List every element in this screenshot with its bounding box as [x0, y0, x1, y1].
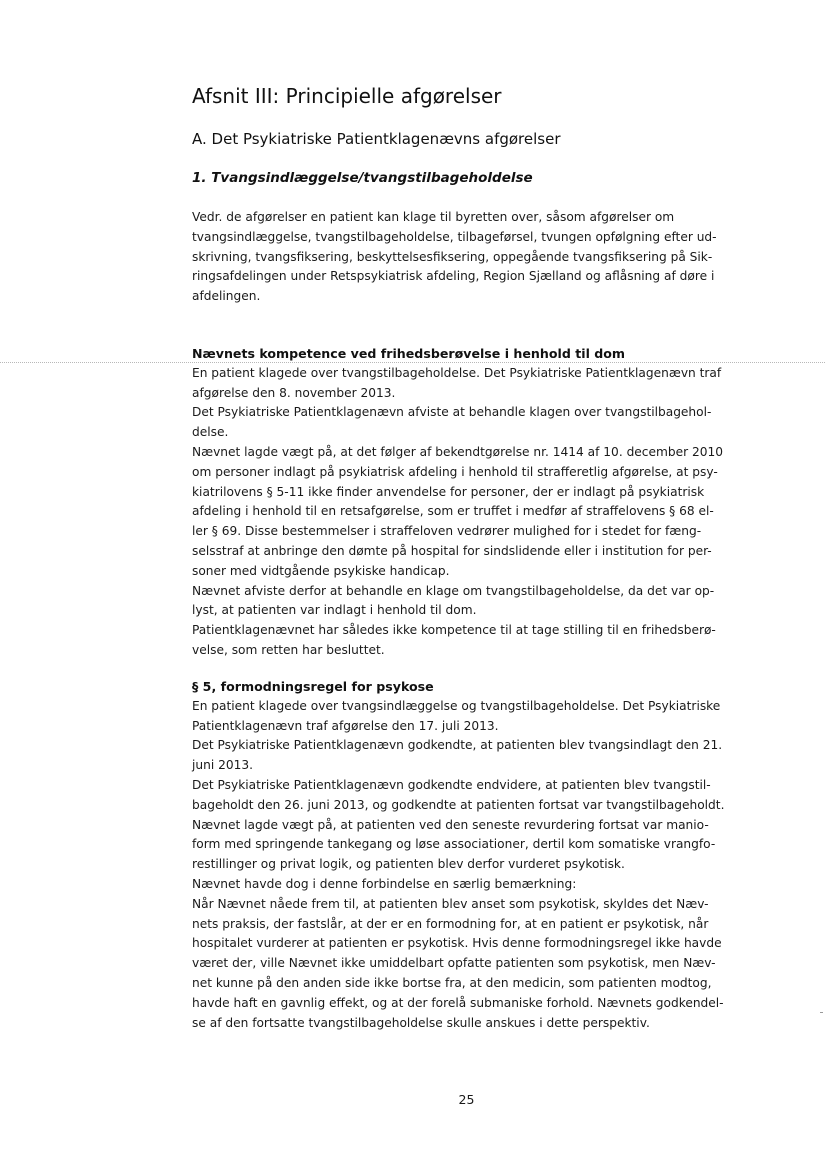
section-title: § 5, formodningsregel for psykose [192, 679, 434, 694]
text-line: Det Psykiatriske Patientklagenævn afviste at behandle klagen over tvangstilbagehol- [192, 405, 712, 420]
section-title: Nævnets kompetence ved frihedsberøvelse i henhold til dom [192, 346, 626, 361]
main-heading: Afsnit III: Principielle afgørelser [192, 84, 502, 108]
text-line: havde haft en gavnlig effekt, og at der forelå submaniske forhold. Nævnets godkendel- [192, 995, 724, 1010]
text-line: Det Psykiatriske Patientklagenævn godkendte endvidere, at patienten blev tvangstil- [192, 777, 711, 792]
text-line: se af den fortsatte tvangstilbageholdelse skulle anskues i dette perspektiv. [192, 1015, 650, 1030]
text-line: Nævnet lagde vægt på, at patienten ved den seneste revurdering fortsat var manio- [192, 817, 709, 832]
text-line: delse. [192, 425, 229, 440]
text-line: En patient klagede over tvangsindlæggelse og tvangstilbageholdelse. Det Psykiatriske [192, 698, 721, 713]
text-line: om personer indlagt på psykiatrisk afdeling i henhold til strafferetlig afgørelse, at psy- [192, 464, 718, 479]
text-line: nets praksis, der fastslår, at der er en formodning for, at en patient er psykotisk, når [192, 916, 709, 931]
text-line: Det Psykiatriske Patientklagenævn godkendte, at patienten blev tvangsindlagt den 21. [192, 738, 723, 753]
text-line: ringsafdelingen under Retspsykiatrisk afdeling, Region Sjælland og aflåsning af døre i [192, 269, 715, 284]
text-line: bageholdt den 26. juni 2013, og godkendte at patienten fortsat var tvangstilbageholdt. [192, 797, 725, 812]
text-line: afdelingen. [192, 289, 261, 304]
text-line: net kunne på den anden side ikke bortse fra, at den medicin, som patienten modtog, [192, 975, 712, 990]
text-line: juni 2013. [192, 758, 253, 773]
margin-mark [820, 1012, 823, 1013]
section-formodningsregel [192, 677, 752, 1033]
text-line: afdeling i henhold til en retsafgørelse, som er truffet i medfør af straffelovens § 68 el- [192, 504, 714, 519]
text-line: lyst, at patienten var indlagt i henhold til dom. [192, 603, 477, 618]
text-line: ler § 69. Disse bestemmelser i straffeloven vedrører mulighed for i stedet for fæng- [192, 524, 702, 539]
text-line: Nævnet lagde vægt på, at det følger af bekendtgørelse nr. 1414 af 10. december 2010 [192, 444, 724, 459]
text-line: form med springende tankegang og løse associationer, dertil kom somatiske vrangfo- [192, 837, 716, 852]
section-heading: 1. Tvangsindlæggelse/tvangstilbageholdelse [192, 170, 533, 186]
section-kompetence [192, 344, 752, 661]
text-line: tvangsindlæggelse, tvangstilbageholdelse, tilbageførsel, tvungen opfølgning efter ud- [192, 229, 717, 244]
text-line: afgørelse den 8. november 2013. [192, 385, 396, 400]
text-line: Patientklagenævn traf afgørelse den 17. juli 2013. [192, 718, 499, 733]
text-line: Patientklagenævnet har således ikke kompetence til at tage stilling til en frihedsberø- [192, 623, 716, 638]
text-line: soner med vidtgående psykiske handicap. [192, 563, 450, 578]
text-line: velse, som retten har besluttet. [192, 642, 385, 657]
text-line: En patient klagede over tvangstilbageholdelse. Det Psykiatriske Patientklagenævn traf [192, 365, 722, 380]
text-line: restillinger og privat logik, og patienten blev derfor vurderet psykotisk. [192, 857, 625, 872]
page-number: 25 [458, 1092, 475, 1107]
text-line: Nævnet havde dog i denne forbindelse en særlig bemærkning: [192, 876, 577, 891]
sub-heading: A. Det Psykiatriske Patientklagenævns afgørelser [192, 130, 561, 148]
text-line: Vedr. de afgørelser en patient kan klage til byretten over, såsom afgørelser om [192, 210, 675, 224]
text-line: Nævnet afviste derfor at behandle en klage om tvangstilbageholdelse, da det var op- [192, 583, 715, 598]
intro-paragraph [192, 208, 752, 307]
text-line: hospitalet vurderer at patienten er psykotisk. Hvis denne formodningsregel ikke havde [192, 936, 722, 951]
text-line: været der, ville Nævnet ikke umiddelbart opfatte patienten som psykotisk, men Næv- [192, 956, 716, 971]
text-line: kiatrilovens § 5-11 ikke finder anvendelse for personer, der er indlagt på psykiatrisk [192, 484, 705, 499]
text-line: Når Nævnet nåede frem til, at patienten blev anset som psykotisk, skyldes det Næv- [192, 896, 709, 911]
text-line: skrivning, tvangsfiksering, beskyttelsesfiksering, oppegående tvangsfiksering på Sik- [192, 249, 713, 264]
text-line: selsstraf at anbringe den dømte på hospital for sindslidende eller i institution for per- [192, 543, 712, 558]
